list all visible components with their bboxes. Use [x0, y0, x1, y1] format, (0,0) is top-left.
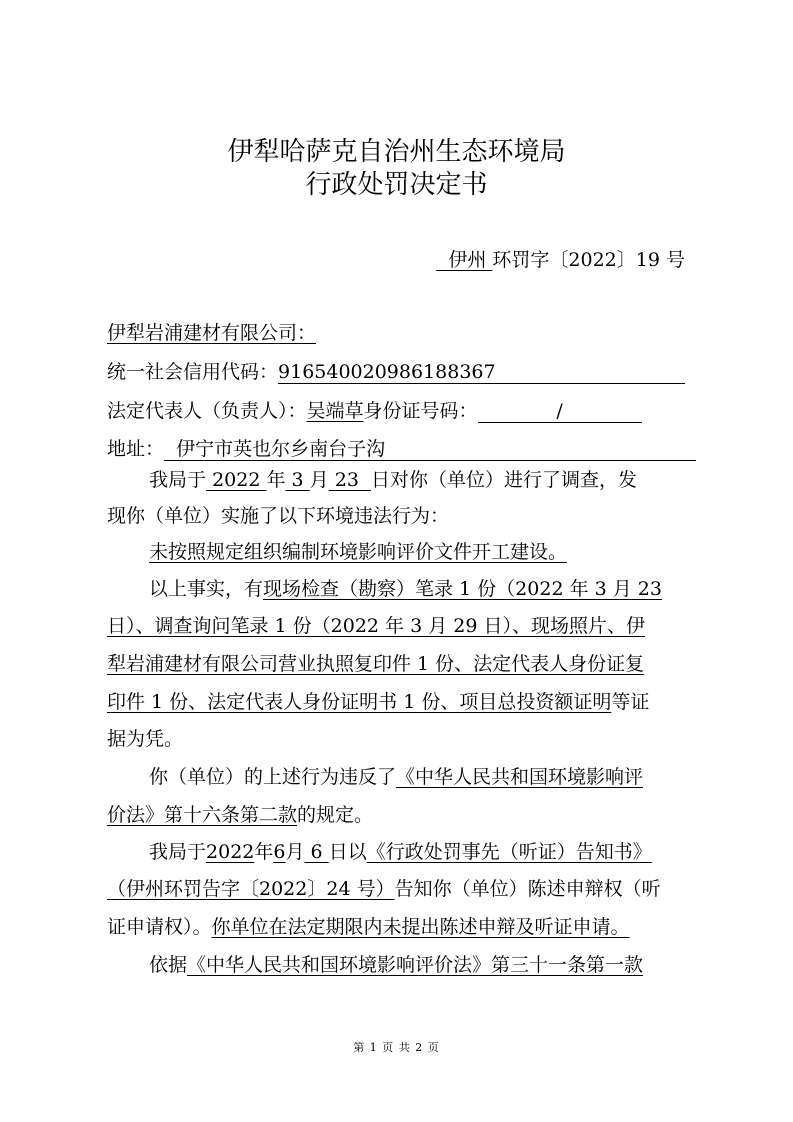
rep-label: 法定代表人（负责人）： [107, 400, 307, 422]
issuing-authority: 伊犁哈萨克自治州生态环境局 [227, 137, 566, 167]
investigation-line-1: 我局于 2022 年 3 月 23 日对你（单位）进行了调查，发 [149, 469, 638, 491]
evidence-line-3: 犁岩浦建材有限公司营业执照复印件 1 份、法定代表人身份证复 [107, 653, 645, 675]
legal-basis-line: 依据《中华人民共和国环境影响评价法》第三十一条第一款 [149, 954, 644, 976]
id-label: 身份证号码： [363, 400, 478, 422]
address-value: 伊宁市英也尔乡南台子沟 [164, 434, 696, 461]
representative-line [107, 396, 697, 426]
rep-name: 吴端草 [306, 400, 364, 422]
credit-code-line [107, 357, 697, 387]
credit-code-label: 统一社会信用代码： [107, 361, 279, 383]
notice-line-1: 我局于2022年6月 6 日以《行政处罚事先（听证）告知书》 [149, 841, 652, 863]
address-label: 地址： [107, 438, 165, 460]
violation-description: 未按照规定组织编制环境影响评价文件开工建设。 [149, 541, 568, 563]
law-violated-line-1: 你（单位）的上述行为违反了《中华人民共和国环境影响评 [149, 766, 644, 788]
evidence-line-2: 日）、调查询问笔录 1 份（2022 年 3 月 29 日）、现场照片、伊 [107, 615, 645, 637]
address-line [107, 434, 697, 464]
document-number [436, 245, 685, 275]
evidence-line-4: 印件 1 份、法定代表人身份证明书 1 份、项目总投资额证明等证 [107, 691, 650, 713]
credit-code-value: 916540020986188367 [278, 357, 685, 384]
document-title: 行政处罚决定书 [305, 170, 488, 200]
law-violated-line-2: 价法》第十六条第二款的规定。 [107, 804, 374, 826]
evidence-line-5: 据为凭。 [107, 728, 184, 750]
party-name: 伊犁岩浦建材有限公司： [107, 322, 317, 344]
notice-line-3: 证申请权）。你单位在法定期限内未提出陈述申辩及听证申请。 [107, 916, 630, 938]
id-value: / [478, 396, 642, 423]
notice-line-2: （伊州环罚告字〔2022〕24 号）告知你（单位）陈述申辩权（听 [107, 878, 661, 900]
investigation-line-2: 现你（单位）实施了以下环境违法行为： [107, 505, 450, 527]
evidence-line-1: 以上事实，有现场检查（勘察）笔录 1 份（2022 年 3 月 23 [149, 578, 662, 600]
doc-number-rest: 环罚字〔2022〕19 号 [492, 249, 685, 271]
page-footer: 第 1 页 共 2 页 [353, 1041, 440, 1054]
doc-number-prefix: 伊州 [448, 249, 487, 271]
